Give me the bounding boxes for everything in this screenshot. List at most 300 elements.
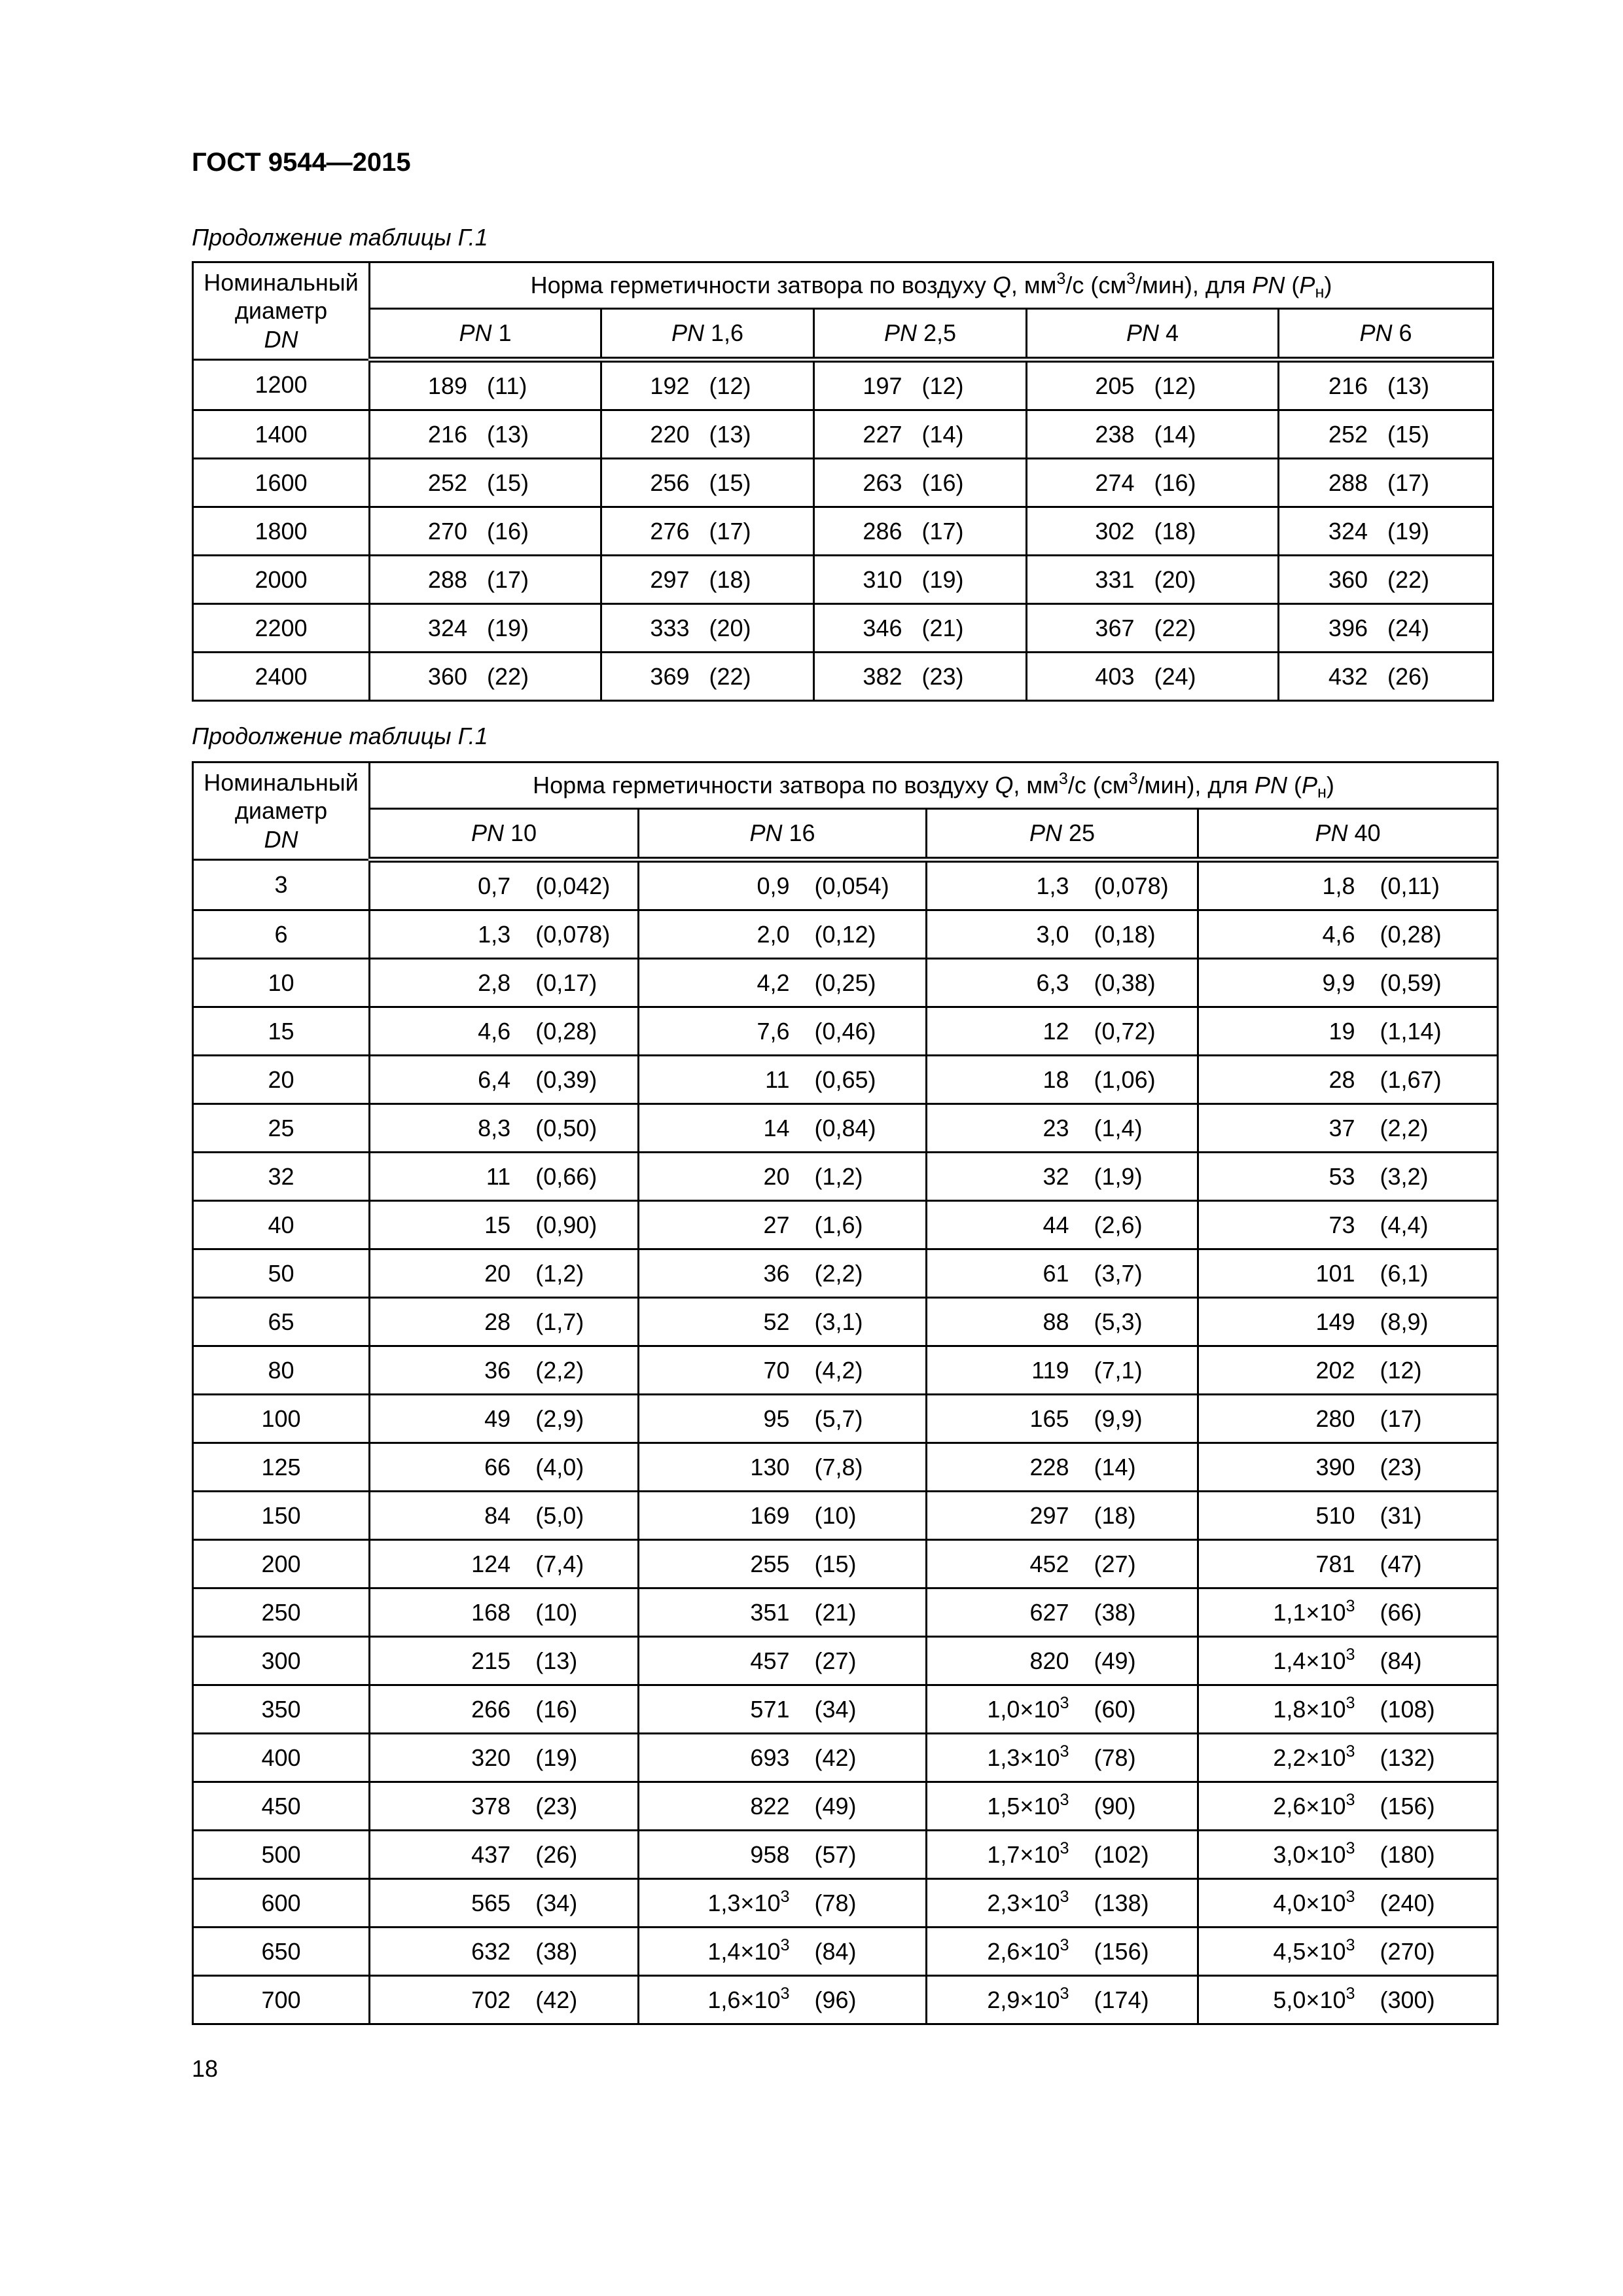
value-number: 215 [471,1647,511,1674]
value-exponent: 3 [1346,1839,1355,1858]
header-q: Q [992,272,1011,299]
value-mm3s [370,1356,510,1384]
norm-value [1199,1211,1497,1239]
table-row [193,459,1493,507]
value-number: 1,6×10 [707,1986,781,2013]
value-cm3min: (24) [1154,662,1196,690]
norm-cell [1198,1395,1498,1443]
value-cm3min: (78) [814,1889,857,1916]
norm-cell [1198,910,1498,959]
value-number: 19 [1329,1017,1355,1045]
value-number: 27 [763,1211,790,1238]
value-mm3s [1211,969,1355,997]
value-mm3s [1211,1937,1355,1965]
value-mm3s [382,662,467,691]
norm-cell [639,959,927,1007]
value-cm3min: (78) [1094,1744,1136,1771]
norm-value [815,517,1026,545]
norm-value [815,469,1026,497]
value-cm3min: (15) [709,469,751,496]
norm-cell [1279,604,1493,653]
norm-value [602,565,813,594]
norm-value [1199,969,1497,997]
value-cm3min: (0,18) [1094,920,1156,948]
norm-value [370,920,637,948]
value-exponent: 3 [1346,1984,1355,2003]
value-cm3min: (0,72) [1094,1017,1156,1045]
value-cm3min: (180) [1380,1840,1435,1868]
norm-value [370,1550,637,1578]
norm-value [1279,662,1492,691]
norm-cell [927,1879,1198,1928]
value-number: 61 [1043,1259,1069,1287]
value-mm3s [646,1356,790,1384]
value-cm3min: (2,6) [1094,1211,1143,1238]
norm-value [639,1695,925,1723]
norm-cell [927,1976,1198,2024]
norm-cell [1198,1492,1498,1540]
value-number: 324 [1328,517,1368,545]
value-number: 1,4×10 [707,1937,781,1965]
value-mm3s [370,1840,510,1869]
table-row [193,959,1498,1007]
header-sub: н [1315,283,1325,302]
value-mm3s [646,1937,790,1965]
value-mm3s [370,1598,510,1626]
dn-header-line3: DN [264,825,298,853]
norm-value [639,1162,925,1191]
norm-cell [370,507,601,556]
value-mm3s [646,920,790,948]
value-mm3s [1211,1598,1355,1626]
value-cm3min: (240) [1380,1889,1435,1916]
value-number: 130 [750,1453,790,1480]
norm-cell [927,1734,1198,1782]
pn-value: 40 [1347,819,1381,847]
value-cm3min: (0,50) [535,1114,597,1141]
value-number: 320 [471,1744,511,1771]
value-cm3min: (47) [1380,1550,1422,1577]
value-number: 346 [863,614,902,641]
value-cm3min: (1,2) [535,1259,584,1287]
value-mm3s [370,1937,510,1965]
value-cm3min: (60) [1094,1695,1136,1723]
norm-cell [370,1153,639,1201]
value-number: 20 [763,1162,790,1190]
value-mm3s [370,1744,510,1772]
header-sub: н [1317,783,1327,802]
value-number: 270 [427,517,467,545]
header-p: P [1299,272,1315,299]
norm-cell [1198,1540,1498,1588]
table2-caption: Продолжение таблицы Г.1 [192,723,488,749]
value-cm3min: (5,3) [1094,1308,1143,1335]
value-number: 44 [1043,1211,1069,1238]
norm-value [370,1453,637,1481]
norm-cell [639,1346,927,1395]
value-cm3min: (17) [1387,469,1430,496]
value-number: 288 [427,565,467,593]
value-cm3min: (270) [1380,1937,1435,1965]
value-mm3s [927,1211,1069,1239]
value-mm3s [927,1501,1069,1530]
value-mm3s [370,1066,510,1094]
norm-value [639,1308,925,1336]
value-cm3min: (12) [1154,372,1196,399]
value-number: 66 [484,1453,511,1480]
value-mm3s [927,1647,1069,1675]
value-cm3min: (22) [487,662,529,690]
value-number: 205 [1095,372,1135,399]
dn-cell: 1400 [193,410,370,459]
value-mm3s [1211,1356,1355,1384]
value-mm3s [605,517,690,545]
norm-value [1199,920,1497,948]
norm-cell [639,1976,927,2024]
value-mm3s [927,1840,1069,1869]
value-mm3s [370,1501,510,1530]
table-row [193,1153,1498,1201]
value-cm3min: (38) [1094,1598,1136,1626]
value-mm3s [646,1501,790,1530]
value-mm3s [927,920,1069,948]
norm-value [370,1162,637,1191]
norm-cell [1027,556,1279,604]
value-mm3s [370,1889,510,1917]
norm-cell [927,1782,1198,1831]
value-mm3s [1211,1211,1355,1239]
norm-cell [370,653,601,701]
value-mm3s [1283,469,1368,497]
norm-cell [927,1346,1198,1395]
norm-cell [927,1831,1198,1879]
value-mm3s [370,1017,510,1045]
value-number: 149 [1315,1308,1355,1335]
norm-value [927,1744,1197,1772]
value-mm3s [1211,1308,1355,1336]
value-exponent: 3 [1060,1888,1069,1907]
value-number: 23 [1043,1114,1069,1141]
pn-column-header [814,309,1027,360]
table-row [193,1298,1498,1346]
norm-cell [1198,1298,1498,1346]
norm-value [370,565,600,594]
norm-value [370,1211,637,1239]
norm-cell [639,1443,927,1492]
norm-value [1199,1308,1497,1336]
value-cm3min: (2,9) [535,1405,584,1432]
norm-value [1027,662,1277,691]
value-cm3min: (17) [1380,1405,1422,1432]
dn-cell: 2200 [193,604,370,653]
norm-value [927,1647,1197,1675]
value-cm3min: (16) [1154,469,1196,496]
value-mm3s [927,1356,1069,1384]
norm-cell [814,410,1027,459]
norm-value [1199,1647,1497,1675]
norm-cell [927,910,1198,959]
value-cm3min: (17) [921,517,964,545]
norm-cell [370,1443,639,1492]
value-number: 216 [1328,372,1368,399]
dn-cell: 125 [193,1443,370,1492]
value-exponent: 3 [1346,1888,1355,1907]
norm-cell [1279,360,1493,410]
document-title: ГОСТ 9544—2015 [192,148,411,177]
norm-value [639,1017,925,1045]
norm-value [927,1840,1197,1869]
value-mm3s [1211,1889,1355,1917]
value-number: 228 [1029,1453,1069,1480]
value-cm3min: (23) [1380,1453,1422,1480]
pn-label: PN [749,819,783,847]
value-cm3min: (18) [1154,517,1196,545]
header-pn: PN [1252,272,1285,299]
norm-cell [1198,1153,1498,1201]
norm-cell [1198,1928,1498,1976]
value-mm3s [646,872,790,900]
value-cm3min: (4,0) [535,1453,584,1480]
dn-cell: 1800 [193,507,370,556]
value-number: 331 [1095,565,1135,593]
table-row [193,1685,1498,1734]
norm-cell [370,1685,639,1734]
norm-value [1279,420,1492,448]
value-cm3min: (18) [709,565,751,593]
value-mm3s [927,1598,1069,1626]
header-text: /с (см [1067,772,1129,799]
value-mm3s [605,372,690,400]
value-cm3min: (84) [1380,1647,1422,1674]
value-cm3min: (0,11) [1380,872,1440,899]
pn-label: PN [883,319,917,347]
value-cm3min: (0,39) [535,1066,597,1093]
value-cm3min: (156) [1380,1792,1435,1820]
value-number: 252 [1328,420,1368,448]
value-cm3min: (14) [1154,420,1196,448]
value-cm3min: (10) [535,1598,578,1626]
value-mm3s [382,565,467,594]
norm-cell [601,604,814,653]
norm-value [370,1889,637,1917]
value-exponent: 3 [780,1936,790,1955]
value-mm3s [370,1986,510,2014]
norm-cell [1198,1056,1498,1104]
value-mm3s [927,1792,1069,1820]
value-number: 2,8 [478,969,511,996]
value-cm3min: (16) [921,469,964,496]
value-mm3s [927,969,1069,997]
value-number: 2,2×10 [1273,1744,1346,1771]
pn-label: PN [1359,319,1393,347]
value-cm3min: (31) [1380,1501,1422,1529]
norm-cell [370,410,601,459]
value-mm3s [1211,1017,1355,1045]
norm-cell [927,860,1198,910]
value-number: 1,5×10 [987,1792,1060,1820]
norm-cell [370,1782,639,1831]
dn-cell: 6 [193,910,370,959]
value-cm3min: (15) [487,469,529,496]
pn-value: 10 [503,819,537,847]
value-cm3min: (0,25) [814,969,876,996]
norm-value [639,1889,925,1917]
value-cm3min: (0,90) [535,1211,597,1238]
value-cm3min: (5,7) [814,1405,863,1432]
norm-value [370,614,600,642]
pn-value: 4 [1158,319,1179,347]
value-mm3s [927,1550,1069,1578]
norm-value [639,1453,925,1481]
value-cm3min: (42) [535,1986,578,2013]
value-mm3s [927,1889,1069,1917]
table-row [193,1395,1498,1443]
value-number: 18 [1043,1066,1069,1093]
table-row [193,1346,1498,1395]
value-number: 3,0×10 [1273,1840,1346,1868]
value-cm3min: (0,28) [1380,920,1442,948]
value-cm3min: (1,06) [1094,1066,1156,1093]
value-mm3s [370,1259,510,1287]
norm-value [1199,1744,1497,1772]
value-number: 202 [1315,1356,1355,1384]
norm-value [1199,1550,1497,1578]
value-mm3s [370,1405,510,1433]
header-text: ( [1285,272,1300,299]
norm-value [927,1017,1197,1045]
value-number: 1,8×10 [1273,1695,1346,1723]
value-number: 565 [471,1889,511,1916]
value-number: 333 [650,614,690,641]
norm-cell [927,1007,1198,1056]
dn-header [193,762,370,860]
table-row [193,860,1498,910]
value-number: 297 [650,565,690,593]
value-number: 49 [484,1405,511,1432]
value-mm3s [1211,1550,1355,1578]
dn-header-line1: Номинальный [204,269,359,296]
value-cm3min: (0,042) [535,872,611,899]
pn-column-header [1279,309,1493,360]
value-number: 227 [863,420,902,448]
dn-cell: 600 [193,1879,370,1928]
value-exponent: 3 [1346,1694,1355,1713]
value-mm3s [382,614,467,642]
value-number: 216 [427,420,467,448]
value-number: 693 [750,1744,790,1771]
value-number: 2,9×10 [987,1986,1060,2013]
norm-value [639,1550,925,1578]
value-number: 2,3×10 [987,1889,1060,1916]
norm-value [639,1744,925,1772]
dn-header-line2: диаметр [234,297,328,325]
table-row [193,507,1493,556]
norm-cell [1027,410,1279,459]
value-mm3s [382,517,467,545]
value-cm3min: (0,12) [814,920,876,948]
norm-cell [639,1056,927,1104]
value-cm3min: (27) [1094,1550,1136,1577]
value-mm3s [370,1114,510,1142]
dn-cell: 1600 [193,459,370,507]
norm-cell [1198,959,1498,1007]
norm-value [639,1211,925,1239]
norm-value [639,872,925,900]
value-number: 73 [1329,1211,1355,1238]
norm-cell [1279,459,1493,507]
header-text: ( [1287,772,1302,799]
value-mm3s [370,1792,510,1820]
value-number: 274 [1095,469,1135,496]
norm-cell [639,1734,927,1782]
norm-cell [639,1637,927,1685]
value-mm3s [817,517,902,545]
table2 [192,761,1499,2025]
pn-label: PN [1126,319,1159,347]
norm-cell [927,959,1198,1007]
value-mm3s [370,1453,510,1481]
dn-cell: 2000 [193,556,370,604]
value-cm3min: (26) [535,1840,578,1868]
header-text: , мм [1013,772,1059,799]
norm-cell [370,1879,639,1928]
table-row [193,1249,1498,1298]
value-mm3s [605,469,690,497]
norm-cell [639,1540,927,1588]
value-number: 0,9 [757,872,790,899]
value-number: 781 [1315,1550,1355,1577]
value-number: 288 [1328,469,1368,496]
dn-cell: 300 [193,1637,370,1685]
value-number: 382 [863,662,902,690]
page-number: 18 [192,2055,219,2082]
norm-value [370,1114,637,1142]
norm-cell [1198,1249,1498,1298]
norm-value [1027,517,1277,545]
value-mm3s [646,1453,790,1481]
norm-value [1199,1889,1497,1917]
value-cm3min: (2,2) [1380,1114,1429,1141]
value-number: 1,1×10 [1273,1598,1346,1626]
value-mm3s [646,1550,790,1578]
norm-value [639,920,925,948]
norm-value [639,1259,925,1287]
norm-value [815,420,1026,448]
value-number: 627 [1029,1598,1069,1626]
norm-value [815,662,1026,691]
value-number: 255 [750,1550,790,1577]
value-cm3min: (34) [535,1889,578,1916]
value-number: 189 [427,372,467,399]
header-p: P [1301,772,1317,799]
table-row [193,360,1493,410]
norm-value [1027,614,1277,642]
value-number: 2,6×10 [987,1937,1060,1965]
norm-value [1199,1356,1497,1384]
norm-value [815,372,1026,400]
value-number: 437 [471,1840,511,1868]
header-text: /мин), для [1137,772,1255,799]
norm-cell [927,1928,1198,1976]
value-mm3s [927,1114,1069,1142]
value-number: 11 [765,1066,790,1093]
value-cm3min: (3,7) [1094,1259,1143,1287]
value-number: 276 [650,517,690,545]
pn-value: 16 [782,819,815,847]
norm-value [370,1695,637,1723]
value-number: 297 [1029,1501,1069,1529]
value-cm3min: (102) [1094,1840,1149,1868]
